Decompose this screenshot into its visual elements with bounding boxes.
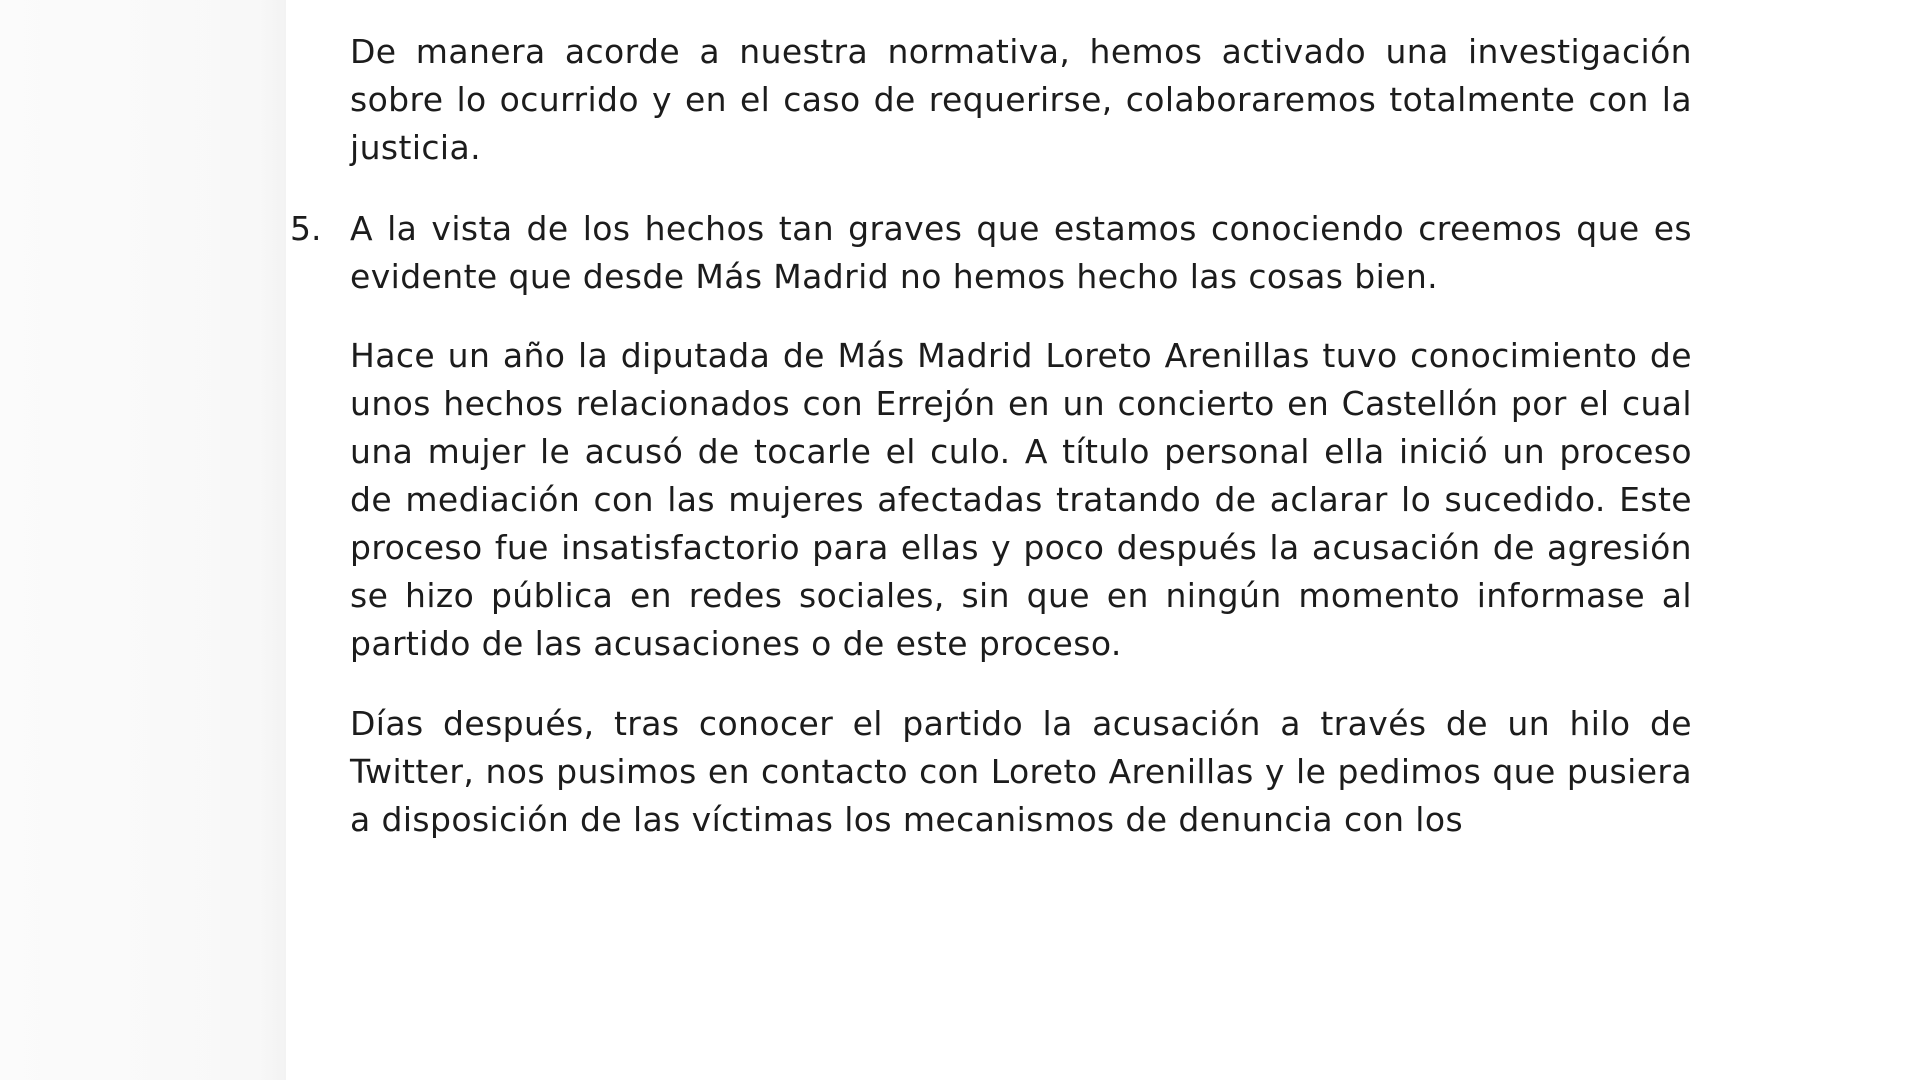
- paragraph-mediation: Hace un año la diputada de Más Madrid Loreto Arenillas tuvo conocimiento de unos hechos relacionados con Errejón en un concierto en Castellón por el cual una mujer le acusó de tocarle el culo. A título personal ella inició un proceso de mediación con las mujeres afectadas tratando de aclarar lo sucedido. Este proceso fue insatisfactorio para ellas y poco después la acusación de agresión se hizo pública en redes sociales, sin que en ningún momento informase al partido de las acusaciones o de este proceso.: [350, 336, 1692, 663]
- page-left-margin: [0, 0, 286, 1080]
- paragraph-twitter: Días después, tras conocer el partido la acusación a través de un hilo de Twitter, nos pusimos en contacto con Loreto Arenillas y le pedimos que pusiera a disposición de las víctimas los mecanismos de denuncia con los: [350, 704, 1692, 839]
- list-item-number: 5.: [290, 209, 322, 248]
- paragraph-item-5: A la vista de los hechos tan graves que estamos conociendo creemos que es evidente que desde Más Madrid no hemos hecho las cosas bien.: [350, 209, 1692, 296]
- paragraph-investigation: De manera acorde a nuestra normativa, hemos activado una investigación sobre lo ocurrido y en el caso de requerirse, colaboraremos totalmente con la justicia.: [350, 32, 1692, 167]
